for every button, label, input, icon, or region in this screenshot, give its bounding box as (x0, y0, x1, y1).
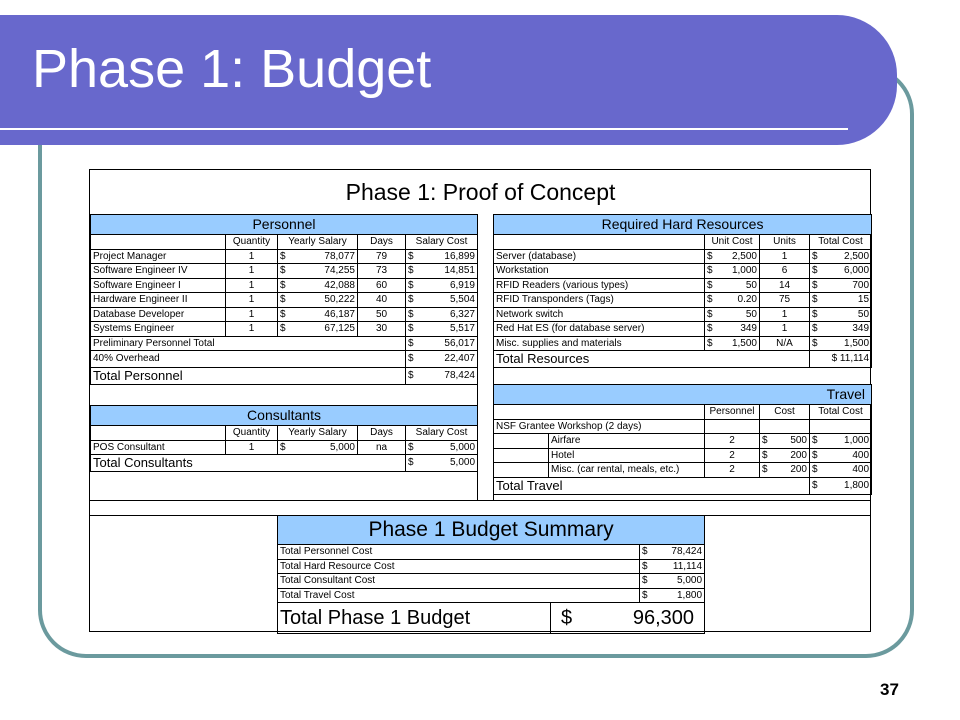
resource-item: Misc. supplies and materials (494, 336, 705, 351)
total-travel-value: $ 1,800 (810, 477, 872, 494)
hard-resources-header-blank (494, 235, 705, 250)
travel-header-blank (494, 405, 705, 420)
personnel-col-yearly-salary: Yearly Salary (278, 235, 358, 250)
resource-total-cost: $ 700 (810, 278, 872, 293)
resource-row (494, 307, 872, 322)
gap-divider-right (493, 214, 494, 500)
resource-total-cost: $ 1,500 (810, 336, 872, 351)
personnel-salary-cost: $ 6,327 (406, 307, 478, 322)
travel-cost: $ 500 (760, 434, 810, 449)
resource-total-cost: $ 2,500 (810, 249, 872, 264)
resource-row (494, 278, 872, 293)
slide-title: Phase 1: Budget (32, 39, 432, 99)
personnel-yearly-salary: $ 67,125 (278, 322, 358, 337)
travel-event-blank-1 (705, 419, 760, 434)
personnel-salary-cost: $ 16,899 (406, 249, 478, 264)
resource-unit-cost: $ 0.20 (705, 293, 760, 308)
travel-col-cost: Cost (760, 405, 810, 420)
resource-unit-cost: $ 349 (705, 322, 760, 337)
personnel-days: 30 (358, 322, 406, 337)
summary-heading: Phase 1 Budget Summary (278, 516, 705, 545)
consultant-days: na (358, 440, 406, 455)
budget-summary-table (277, 515, 705, 603)
personnel-salary-cost: $ 14,851 (406, 264, 478, 279)
resource-total-cost: $ 349 (810, 322, 872, 337)
personnel-role: Hardware Engineer II (91, 293, 226, 308)
summary-value: $ 78,424 (640, 545, 705, 560)
personnel-heading: Personnel (91, 215, 478, 235)
travel-col-personnel: Personnel (705, 405, 760, 420)
personnel-role: Database Developer (91, 307, 226, 322)
resource-units: 14 (760, 278, 810, 293)
resource-item: Server (database) (494, 249, 705, 264)
personnel-yearly-salary: $ 78,077 (278, 249, 358, 264)
personnel-yearly-salary: $ 50,222 (278, 293, 358, 308)
personnel-role: Software Engineer I (91, 278, 226, 293)
resource-unit-cost: $ 1,500 (705, 336, 760, 351)
consultant-yearly-salary: $ 5,000 (278, 440, 358, 455)
summary-value: $ 5,000 (640, 574, 705, 589)
resource-unit-cost: $ 50 (705, 278, 760, 293)
personnel-yearly-salary: $ 46,187 (278, 307, 358, 322)
preliminary-total-value: $ 56,017 (406, 336, 478, 351)
resource-unit-cost: $ 1,000 (705, 264, 760, 279)
summary-label: Total Consultant Cost (278, 574, 640, 589)
consultants-heading: Consultants (91, 406, 478, 426)
travel-table (493, 384, 872, 495)
personnel-table (90, 214, 478, 385)
total-travel-label: Total Travel (494, 477, 810, 494)
travel-personnel: 2 (705, 434, 760, 449)
resource-units: 6 (760, 264, 810, 279)
consultants-table (90, 405, 478, 472)
resource-row (494, 264, 872, 279)
summary-row (278, 559, 705, 574)
personnel-days: 73 (358, 264, 406, 279)
travel-total-cost: $ 1,000 (810, 434, 872, 449)
resource-total-cost: $ 6,000 (810, 264, 872, 279)
total-resources-label: Total Resources (494, 351, 810, 368)
gap-divider-left (477, 214, 478, 500)
resource-units: 1 (760, 249, 810, 264)
travel-row (494, 434, 872, 449)
travel-event-blank-3 (810, 419, 872, 434)
personnel-col-days: Days (358, 235, 406, 250)
resource-units: N/A (760, 336, 810, 351)
resource-units: 1 (760, 322, 810, 337)
resource-total-cost: $ 50 (810, 307, 872, 322)
personnel-role: Systems Engineer (91, 322, 226, 337)
resource-item: RFID Transponders (Tags) (494, 293, 705, 308)
travel-row (494, 463, 872, 478)
consultant-salary-cost: $ 5,000 (406, 440, 478, 455)
travel-cost: $ 200 (760, 448, 810, 463)
personnel-yearly-salary: $ 42,088 (278, 278, 358, 293)
travel-cost: $ 200 (760, 463, 810, 478)
resource-item: RFID Readers (various types) (494, 278, 705, 293)
personnel-role: Software Engineer IV (91, 264, 226, 279)
hard-resources-heading: Required Hard Resources (494, 215, 872, 235)
hard-resources-col-total-cost: Total Cost (810, 235, 872, 250)
banner-underline (0, 128, 848, 130)
consultants-header-blank (91, 426, 226, 441)
summary-total-label: Total Phase 1 Budget (278, 603, 551, 634)
resource-units: 75 (760, 293, 810, 308)
resource-unit-cost: $ 2,500 (705, 249, 760, 264)
summary-label: Total Personnel Cost (278, 545, 640, 560)
consultants-col-quantity: Quantity (226, 426, 278, 441)
personnel-row (91, 322, 478, 337)
consultants-col-yearly-salary: Yearly Salary (278, 426, 358, 441)
resource-row (494, 336, 872, 351)
sheet-title: Phase 1: Proof of Concept (345, 179, 616, 205)
travel-col-total-cost: Total Cost (810, 405, 872, 420)
summary-row (278, 545, 705, 560)
personnel-row (91, 278, 478, 293)
summary-value: $ 1,800 (640, 588, 705, 603)
resource-row (494, 249, 872, 264)
travel-indent (494, 463, 549, 478)
total-consultants-label: Total Consultants (91, 455, 406, 472)
personnel-salary-cost: $ 5,517 (406, 322, 478, 337)
summary-label: Total Travel Cost (278, 588, 640, 603)
personnel-days: 60 (358, 278, 406, 293)
personnel-col-salary-cost: Salary Cost (406, 235, 478, 250)
summary-row (278, 574, 705, 589)
personnel-days: 50 (358, 307, 406, 322)
travel-indent (494, 434, 549, 449)
budget-summary-total (277, 602, 705, 634)
travel-item: Misc. (car rental, meals, etc.) (549, 463, 705, 478)
total-resources-value: $ 11,114 (810, 351, 872, 368)
preliminary-total-label: Preliminary Personnel Total (91, 336, 406, 351)
personnel-quantity: 1 (226, 249, 278, 264)
personnel-row (91, 249, 478, 264)
personnel-header-blank (91, 235, 226, 250)
consultant-role: POS Consultant (91, 440, 226, 455)
total-consultants-value: $ 5,000 (406, 455, 478, 472)
personnel-quantity: 1 (226, 322, 278, 337)
overhead-label: 40% Overhead (91, 351, 406, 368)
sheet-divider-bottom (89, 500, 871, 501)
travel-total-cost: $ 400 (810, 448, 872, 463)
hard-resources-col-units: Units (760, 235, 810, 250)
summary-total-value: $ 96,300 (551, 603, 705, 634)
resource-total-cost: $ 15 (810, 293, 872, 308)
total-personnel-value: $ 78,424 (406, 368, 478, 385)
summary-label: Total Hard Resource Cost (278, 559, 640, 574)
resource-item: Red Hat ES (for database server) (494, 322, 705, 337)
resource-row (494, 293, 872, 308)
travel-heading: Travel (494, 385, 872, 405)
resource-unit-cost: $ 50 (705, 307, 760, 322)
resource-units: 1 (760, 307, 810, 322)
overhead-value: $ 22,407 (406, 351, 478, 368)
hard-resources-table (493, 214, 872, 368)
page-number: 37 (880, 680, 899, 699)
summary-row (278, 588, 705, 603)
personnel-yearly-salary: $ 74,255 (278, 264, 358, 279)
consultants-col-salary-cost: Salary Cost (406, 426, 478, 441)
consultant-quantity: 1 (226, 440, 278, 455)
resource-item: Workstation (494, 264, 705, 279)
resource-row (494, 322, 872, 337)
personnel-row (91, 293, 478, 308)
travel-row (494, 448, 872, 463)
consultant-row (91, 440, 478, 455)
travel-item: Hotel (549, 448, 705, 463)
travel-total-cost: $ 400 (810, 463, 872, 478)
personnel-row (91, 264, 478, 279)
travel-event-blank-2 (760, 419, 810, 434)
resource-item: Network switch (494, 307, 705, 322)
personnel-row (91, 307, 478, 322)
personnel-quantity: 1 (226, 264, 278, 279)
travel-personnel: 2 (705, 448, 760, 463)
personnel-salary-cost: $ 6,919 (406, 278, 478, 293)
summary-value: $ 11,114 (640, 559, 705, 574)
personnel-quantity: 1 (226, 293, 278, 308)
personnel-role: Project Manager (91, 249, 226, 264)
travel-event: NSF Grantee Workshop (2 days) (494, 419, 705, 434)
personnel-quantity: 1 (226, 278, 278, 293)
travel-personnel: 2 (705, 463, 760, 478)
personnel-days: 40 (358, 293, 406, 308)
personnel-col-quantity: Quantity (226, 235, 278, 250)
personnel-quantity: 1 (226, 307, 278, 322)
total-personnel-label: Total Personnel (91, 368, 406, 385)
travel-item: Airfare (549, 434, 705, 449)
travel-indent (494, 448, 549, 463)
personnel-salary-cost: $ 5,504 (406, 293, 478, 308)
personnel-days: 79 (358, 249, 406, 264)
consultants-col-days: Days (358, 426, 406, 441)
hard-resources-col-unit-cost: Unit Cost (705, 235, 760, 250)
